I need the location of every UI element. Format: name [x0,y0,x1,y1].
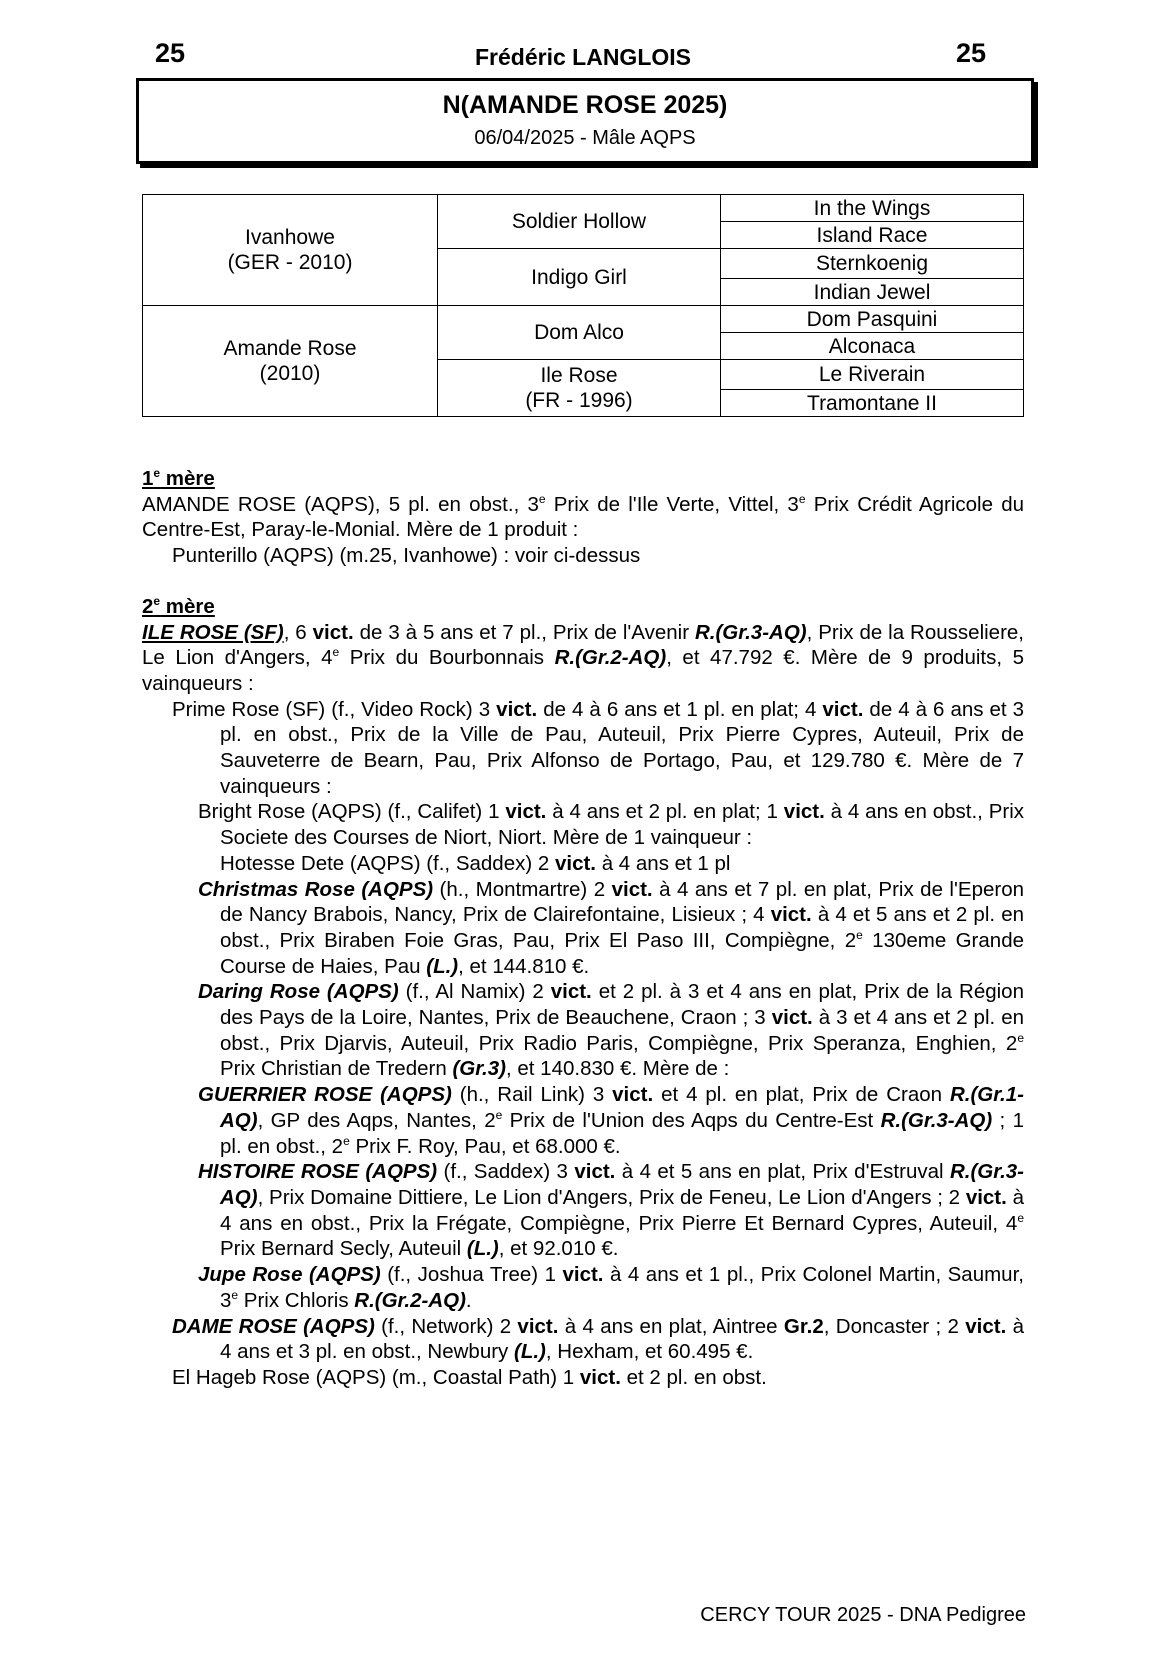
sire-name: Ivanhowe [245,226,335,249]
produce-prime-rose: Prime Rose (SF) (f., Video Rock) 3 vict. de 4 à 6 ans et 1 pl. en plat; 4 vict. de 4 à 6 ans et 3 pl. en obst., Prix de la Ville de Pau, Auteuil, Prix Pierre Cypres, Auteuil, Prix de Sauveterre de Bearn, Pau, Prix Alfonso de Portago, Pau, et 129.780 €. Mère de 7 vainqueurs : [172,697,1024,798]
pedigree-sire [143,195,438,306]
pedigree-gen3-3: Sternkoenig [721,249,1024,279]
pedigree-sire-dam: Indigo Girl [438,249,721,306]
footer-text: CERCY TOUR 2025 - DNA Pedigree [700,1604,1026,1626]
pedigree-gen3-4: Indian Jewel [721,279,1024,306]
produce-christmas-rose: Christmas Rose (AQPS) (h., Montmartre) 2 vict. à 4 ans et 7 pl. en plat, Prix de l'Eperon de Nancy Brabois, Nancy, Prix de Clairefontaine, Lisieux ; 4 vict. à 4 et 5 ans et 2 pl. en obst., Prix Biraben Foie Gras, Pau, Prix El Paso III, Compiègne, 2e 130eme Grande Course de Haies, Pau (L.), et 144.810 €. [198,877,1025,978]
produce-record [142,466,1024,1391]
horse-subtitle: 06/04/2025 - Mâle AQPS [474,127,696,149]
lot-number-left: 25 [155,38,186,68]
produce-bright-rose: Bright Rose (AQPS) (f., Califet) 1 vict. à 4 ans et 2 pl. en plat; 1 vict. à 4 ans en obst., Prix Societe des Courses de Niort, Niort. Mère de 1 vainqueur : [198,800,1024,850]
lot-number-right: 25 [955,38,986,68]
produce-daring-rose: Daring Rose (AQPS) (f., Al Namix) 2 vict. et 2 pl. à 3 et 4 ans en plat, Prix de la Région des Pays de la Loire, Nantes, Prix de Beauchene, Craon ; 3 vict. à 3 et 4 ans et 2 pl. en obst., Prix Djarvis, Auteuil, Prix Radio Paris, Compiègne, Prix Speranza, Enghien, 2e Prix Christian de Tredern (Gr.3), et 140.830 €. Mère de : [198,980,1024,1081]
dam-detail: (2010) [259,362,321,385]
pedigree-sire-sire: Soldier Hollow [438,195,721,249]
first-dam-heading: 1e mère [142,466,215,490]
pedigree-dam-sire: Dom Alco [438,306,721,360]
pedigree-dam-dam [438,360,721,417]
dam-name: Amande Rose [223,337,357,360]
pedigree-gen3-6: Alconaca [721,333,1024,360]
breeder-name: Frédéric LANGLOIS [475,44,691,70]
produce-hotesse-dete: Hotesse Dete (AQPS) (f., Saddex) 2 vict. à 4 ans et 1 pl [220,851,731,875]
first-dam-paragraph: AMANDE ROSE (AQPS), 5 pl. en obst., 3e Prix de l'Ile Verte, Vittel, 3e Prix Crédit Agricole du Centre-Est, Paray-le-Monial. Mère de 1 produit : [142,491,1024,542]
sire-detail: (GER - 2010) [227,251,353,274]
first-dam-produce: Punterillo (AQPS) (m.25, Ivanhowe) : voir ci-dessus [172,544,641,568]
horse-title: N(AMANDE ROSE 2025) [442,91,728,119]
pedigree-gen3-8: Tramontane II [721,390,1024,417]
pedigree-gen3-1: In the Wings [721,195,1024,222]
pedigree-dam [143,306,438,417]
title-box [136,78,1034,164]
dam-dam-name: Ile Rose [540,364,618,387]
pedigree-gen3-7: Le Riverain [721,360,1024,390]
produce-dame-rose: DAME ROSE (AQPS) (f., Network) 2 vict. à 4 ans en plat, Aintree Gr.2, Doncaster ; 2 vict. à 4 ans et 3 pl. en obst., Newbury (L.), Hexham, et 60.495 €. [172,1314,1024,1364]
produce-jupe-rose: Jupe Rose (AQPS) (f., Joshua Tree) 1 vict. à 4 ans et 1 pl., Prix Colonel Martin, Saumur, 3e Prix Chloris R.(Gr.2-AQ). [198,1263,1024,1312]
produce-el-hageb-rose: El Hageb Rose (AQPS) (m., Coastal Path) 1 vict. et 2 pl. en obst. [172,1365,767,1389]
second-dam-heading: 2e mère [142,593,215,618]
dam-dam-detail: (FR - 1996) [525,389,633,412]
pedigree-gen3-5: Dom Pasquini [721,306,1024,333]
produce-histoire-rose: HISTOIRE ROSE (AQPS) (f., Saddex) 3 vict. à 4 et 5 ans en plat, Prix d'Estruval R.(Gr.3-AQ), Prix Domaine Dittiere, Le Lion d'Angers, Prix de Feneu, Le Lion d'Angers ; 2 vict. à 4 ans en obst., Prix la Frégate, Compiègne, Prix Pierre Et Bernard Cypres, Auteuil, 4e Prix Bernard Secly, Auteuil (L.), et 92.010 €. [198,1160,1024,1261]
second-dam-paragraph: ILE ROSE (SF), 6 vict. de 3 à 5 ans et 7 pl., Prix de l'Avenir R.(Gr.3-AQ), Prix de la Rousseliere, Le Lion d'Angers, 4e Prix du Bourbonnais R.(Gr.2-AQ), et 47.792 €. Mère de 9 produits, 5 vainqueurs : [142,620,1025,695]
produce-guerrier-rose: GUERRIER ROSE (AQPS) (h., Rail Link) 3 vict. et 4 pl. en plat, Prix de Craon R.(Gr.1-AQ), GP des Aqps, Nantes, 2e Prix de l'Union des Aqps du Centre-Est R.(Gr.3-AQ) ; 1 pl. en obst., 2e Prix F. Roy, Pau, et 68.000 €. [198,1083,1024,1158]
pedigree-table [142,194,1024,417]
pedigree-gen3-2: Island Race [721,222,1024,249]
